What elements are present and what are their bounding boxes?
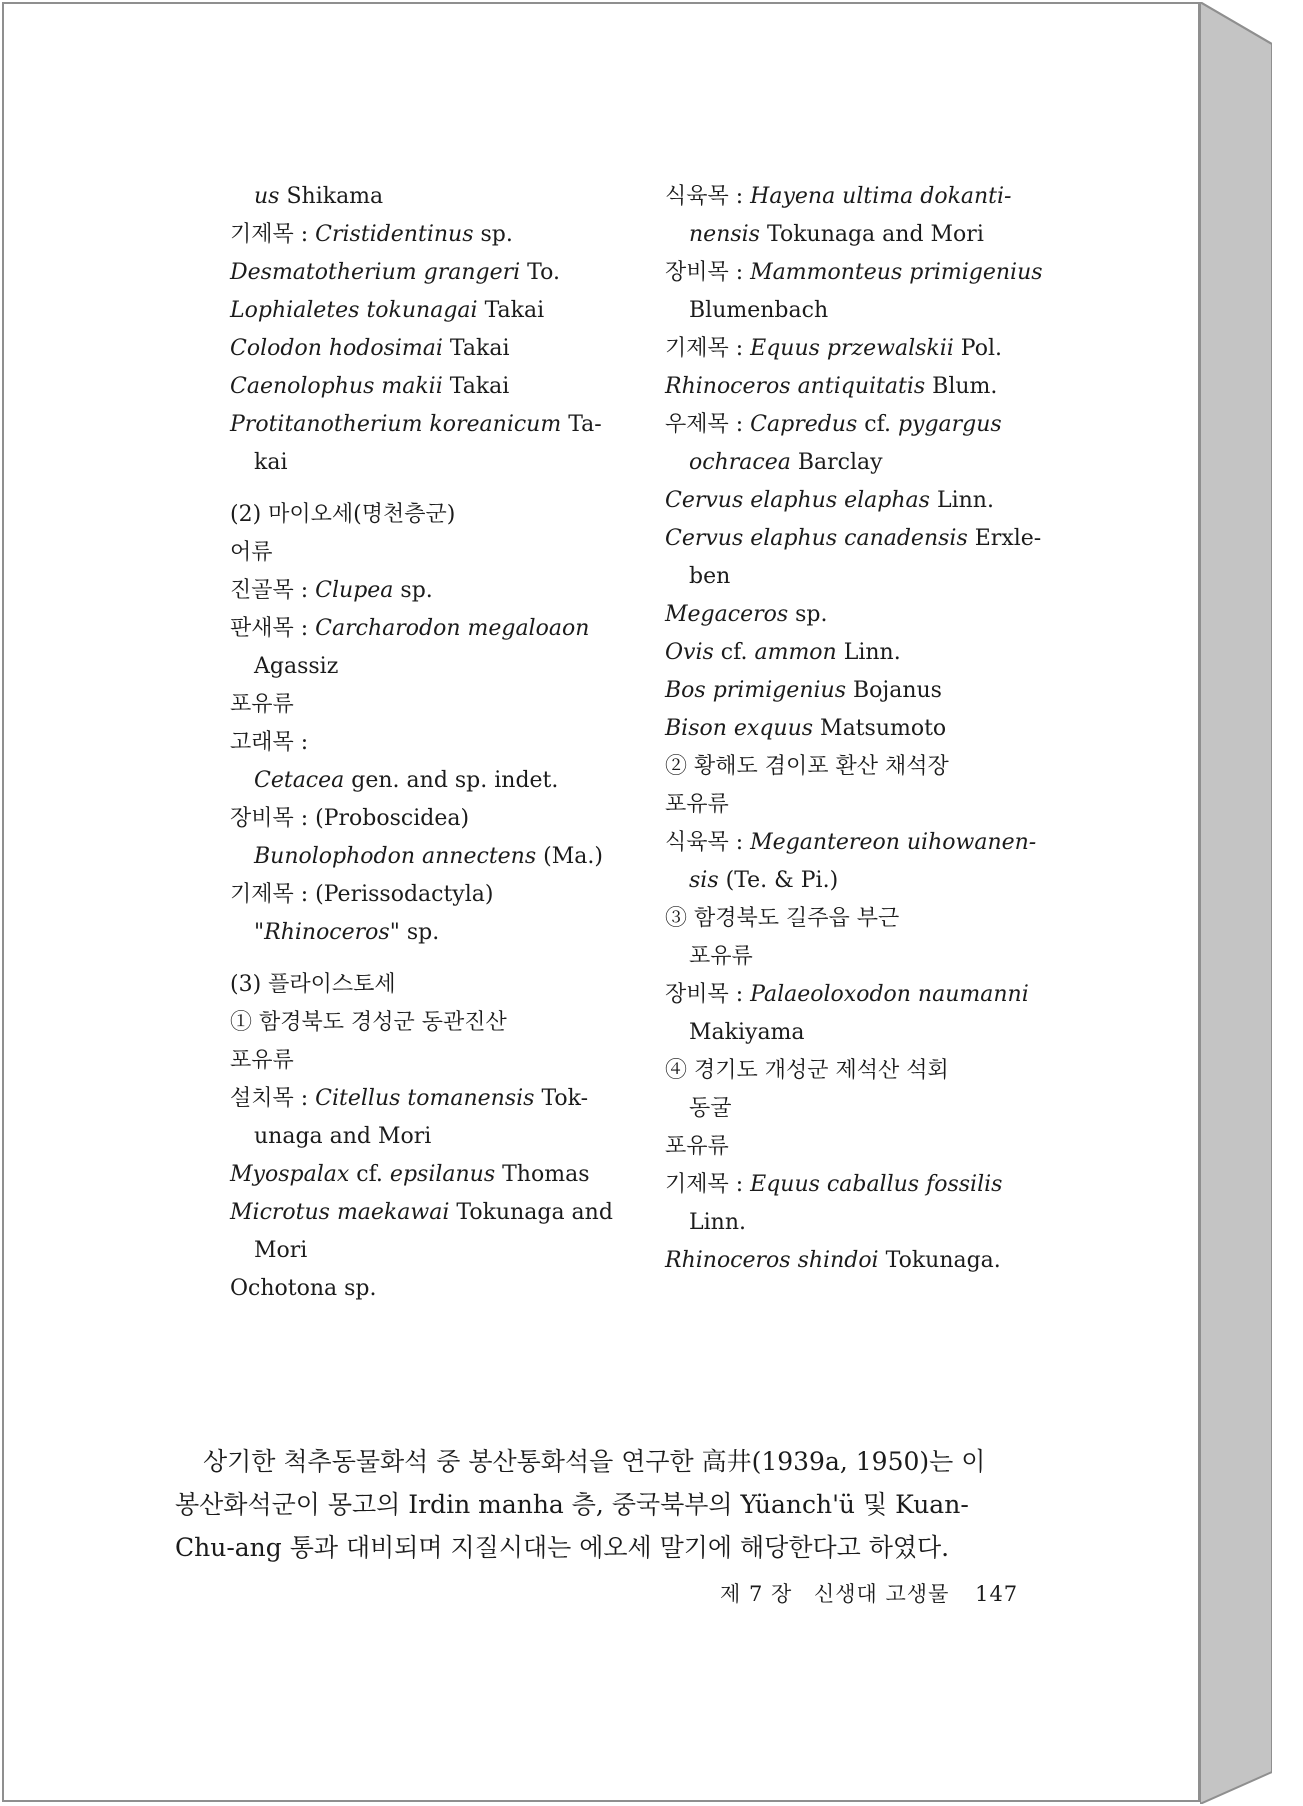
taxon-name: Equus przewalskii [750,336,954,361]
taxon-name: Carcharodon megaloaon [315,616,590,641]
text-line [230,254,620,292]
text-run: kai [254,450,288,475]
text-line [665,330,1060,368]
text-run: Bojanus [846,678,942,703]
text-line [230,838,620,876]
text-run: Takai [442,336,510,361]
text-run: Linn. [929,488,994,513]
text-line [665,1052,1060,1090]
taxon-name: Cristidentinus [315,222,474,247]
text-run: sp. [788,602,828,627]
text-run: Barclay [790,450,883,475]
text-run: (2) 마이오세(명천층군) [230,502,456,527]
taxon-name: Ovis [665,640,714,665]
text-line [230,1232,620,1270]
text-run: Matsumoto [813,716,947,741]
text-run: ben [689,564,731,589]
taxon-name: Bunolophodon annectens [254,844,537,869]
footer-chapter: 제 7 장 [720,1582,793,1606]
text-run: cf. [713,640,755,665]
text-line [230,1270,620,1308]
taxon-name: Rhinoceros [264,920,390,945]
text-run: Tokunaga and Mori [759,222,984,247]
paragraph-line: 봉산화석군이 몽고의 Irdin manha 층, 중국북부의 Yüanch'ü 및 Kuan- [175,1490,969,1519]
taxon-name: Megantereon uihowanen- [750,830,1037,855]
text-line [230,914,620,952]
text-line [665,1090,1060,1128]
text-line [230,762,620,800]
text-line [665,482,1060,520]
text-line [665,178,1060,216]
text-run: 판새목 : [230,616,316,641]
text-line [230,1118,620,1156]
text-run: Blum. [925,374,998,399]
text-run: Mori [254,1238,308,1263]
taxon-name: Myospalax [230,1162,350,1187]
taxon-name: ochracea [689,450,791,475]
text-run: 동굴 [689,1096,732,1121]
text-run: 식육목 : [665,830,751,855]
taxon-name: pygargus [897,412,1002,437]
text-line [230,724,620,762]
text-line [665,634,1060,672]
text-run: 기제목 : [230,222,316,247]
text-line [665,1166,1060,1204]
text-line [665,900,1060,938]
section-gap [230,482,620,496]
taxon-name: Bison exquus [665,716,814,741]
text-line [665,444,1060,482]
text-line [665,520,1060,558]
text-run: 장비목 : [665,260,751,285]
text-run: Linn. [689,1210,746,1235]
text-run: Takai [477,298,545,323]
taxon-name: Capredus [750,412,858,437]
text-run: 어류 [230,540,273,565]
text-run: Tok- [534,1086,589,1111]
text-line [230,496,620,534]
text-run: (3) 플라이스토세 [230,972,396,997]
text-run: 포유류 [665,792,729,817]
taxon-name: Hayena ultima dokanti- [750,184,1012,209]
taxon-name: Protitanotherium koreanicum [230,412,562,437]
text-line [230,1042,620,1080]
text-line [230,1004,620,1042]
text-run: Shikama [279,184,384,209]
taxon-name: Cetacea [254,768,345,793]
taxon-name: Colodon hodosimai [230,336,443,361]
text-run: Pol. [953,336,1002,361]
text-line [665,862,1060,900]
text-run: (Te. & Pi.) [718,868,839,893]
text-line [665,748,1060,786]
text-line [230,534,620,572]
taxon-name: Mammonteus primigenius [750,260,1043,285]
text-run: 포유류 [689,944,753,969]
taxon-name: Equus caballus fossilis [750,1172,1003,1197]
text-run: Agassiz [254,654,339,679]
taxon-name: Rhinoceros antiquitatis [665,374,926,399]
text-run: Tokunaga and [449,1200,613,1225]
text-line [230,876,620,914]
text-run: 설치목 : [230,1086,316,1111]
taxon-name: ammon [754,640,837,665]
text-run: cf. [857,412,898,437]
taxon-name: Desmatotherium grangeri [230,260,521,285]
text-run: Tokunaga. [878,1248,1001,1273]
taxon-name: Megaceros [665,602,789,627]
text-run: 포유류 [665,1134,729,1159]
text-line [665,596,1060,634]
text-run: 기제목 : (Perissodactyla) [230,882,494,907]
text-run: Makiyama [689,1020,805,1045]
taxon-name: Caenolophus makii [230,374,443,399]
text-run: 장비목 : (Proboscidea) [230,806,470,831]
text-run: 우제목 : [665,412,751,437]
text-line [665,216,1060,254]
taxon-name: sis [689,868,719,893]
text-line [665,406,1060,444]
paragraph-line: 상기한 척추동물화석 중 봉산통화석을 연구한 高井(1939a, 1950)는 이 [203,1447,986,1476]
text-run: Takai [442,374,510,399]
text-run: ① 함경북도 경성군 동관진산 [230,1010,507,1035]
text-line [230,216,620,254]
text-run: sp. [473,222,513,247]
taxon-name: Citellus tomanensis [315,1086,535,1111]
text-run: unaga and Mori [254,1124,432,1149]
text-run: ③ 함경북도 길주읍 부근 [665,906,900,931]
text-run: 고래목 : [230,730,309,755]
taxon-name: nensis [689,222,760,247]
text-line [665,824,1060,862]
text-line [665,1242,1060,1280]
text-run: Blumenbach [689,298,829,323]
text-run: " [254,920,265,945]
text-line [230,444,620,482]
text-run: gen. and sp. indet. [344,768,559,793]
left-column [230,178,620,1308]
text-line [230,800,620,838]
text-line [665,1014,1060,1052]
text-run: Ochotona sp. [230,1276,377,1301]
text-line [230,330,620,368]
text-run: 포유류 [230,1048,294,1073]
taxon-name: Microtus maekawai [230,1200,450,1225]
text-line [665,292,1060,330]
text-run: Ta- [561,412,602,437]
text-line [230,966,620,1004]
text-run: 기제목 : [665,336,751,361]
text-run: 식육목 : [665,184,751,209]
page-footer [720,1578,1018,1608]
text-line [665,786,1060,824]
text-run: sp. [393,578,433,603]
text-run: 포유류 [230,692,294,717]
taxon-name: epsilanus [389,1162,496,1187]
text-run: Thomas [495,1162,590,1187]
text-line [230,572,620,610]
text-line [230,406,620,444]
taxon-name: Bos primigenius [665,678,846,703]
text-line [665,938,1060,976]
text-run: " sp. [389,920,440,945]
text-run: ② 황해도 겸이포 환산 채석장 [665,754,949,779]
paragraph-line: Chu-ang 통과 대비되며 지질시대는 에오세 말기에 해당한다고 하였다. [175,1533,950,1562]
text-line [230,1080,620,1118]
taxon-name: Cervus elaphus elaphas [665,488,930,513]
text-line [230,1156,620,1194]
body-paragraph [175,1440,1035,1569]
book-spine [1200,2,1272,1804]
text-line [665,1128,1060,1166]
text-run: ④ 경기도 개성군 제석산 석회 [665,1058,949,1083]
taxon-name: us [254,184,280,209]
text-run: 기제목 : [665,1172,751,1197]
footer-title: 신생대 고생물 [813,1582,950,1606]
taxon-name: Lophialetes tokunagai [230,298,478,323]
text-line [230,610,620,648]
text-line [230,686,620,724]
text-run: To. [520,260,560,285]
text-line [230,292,620,330]
taxon-name: Rhinoceros shindoi [665,1248,879,1273]
taxon-name: Clupea [315,578,394,603]
taxon-name: Cervus elaphus canadensis [665,526,968,551]
text-line [665,368,1060,406]
text-run: cf. [349,1162,390,1187]
text-run: Erxle- [967,526,1042,551]
text-line [665,710,1060,748]
text-line [665,672,1060,710]
text-line [230,368,620,406]
text-run: (Ma.) [536,844,603,869]
section-gap [230,952,620,966]
page-number: 147 [975,1582,1019,1606]
text-line [665,976,1060,1014]
text-line [230,648,620,686]
text-run: Linn. [836,640,901,665]
text-line [665,254,1060,292]
right-column [665,178,1060,1280]
text-line [230,178,620,216]
text-line [665,558,1060,596]
taxon-name: Palaeoloxodon naumanni [750,982,1029,1007]
text-run: 진골목 : [230,578,316,603]
text-line [665,1204,1060,1242]
text-run: 장비목 : [665,982,751,1007]
text-line [230,1194,620,1232]
